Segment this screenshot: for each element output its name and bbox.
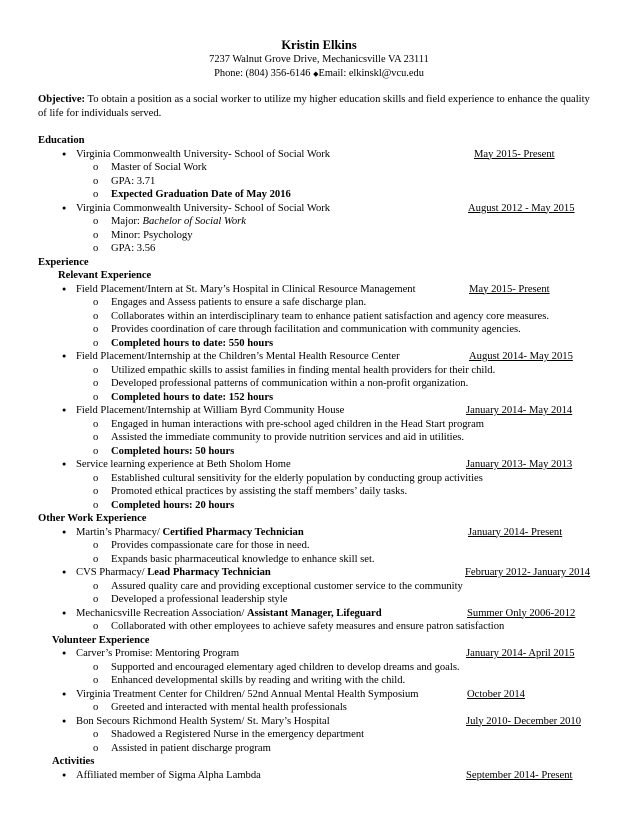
item-title <box>76 350 400 364</box>
volunteer-item <box>0 715 638 729</box>
item-title-part: Virginia Commonwealth University- School of Social Work <box>76 148 331 160</box>
circle-bullet-icon: o <box>93 162 99 173</box>
education-item <box>0 148 638 162</box>
circle-bullet-icon: o <box>93 540 99 551</box>
item-date: January 2014- Present <box>468 526 563 538</box>
circle-bullet-icon: o <box>93 472 99 484</box>
resume-header <box>0 38 638 81</box>
detail-text <box>111 701 347 715</box>
detail-text-part: Assisted the immediate community to provide nutrition services and aid in utilities. <box>111 432 465 443</box>
detail-item <box>0 175 638 189</box>
objective-text: To obtain a position as a social worker to utilize my higher education skills and field experience to enhance the quality of life for individuals served. <box>38 94 590 119</box>
item-date: January 2013- May 2013 <box>466 459 573 470</box>
item-date: May 2015- Present <box>474 148 555 160</box>
detail-item <box>0 620 638 634</box>
volunteer-item <box>0 688 638 702</box>
circle-bullet-icon: o <box>93 391 99 403</box>
objective-label: Objective: <box>38 94 86 105</box>
detail-text-part: Collaborated with other employees to achieve safety measures and ensure patron satisfaction <box>111 621 505 632</box>
detail-item <box>0 242 638 256</box>
detail-text-part: Completed hours to date: 152 hours <box>111 391 274 403</box>
detail-text <box>111 472 483 486</box>
detail-item <box>0 418 638 432</box>
item-title-part: CVS Pharmacy/ <box>76 567 148 578</box>
detail-text <box>111 161 207 175</box>
item-title-part: Martin’s Pharmacy/ <box>76 526 163 538</box>
item-date: October 2014 <box>467 688 525 700</box>
detail-text-part: Bachelor of Social Work <box>142 216 246 227</box>
bullet-icon: ● <box>62 770 67 779</box>
hours-item <box>0 445 638 459</box>
item-date: January 2014- April 2015 <box>466 648 575 659</box>
email: elkinskl@vcu.edu <box>348 67 424 79</box>
detail-text <box>111 310 549 324</box>
detail-item <box>0 188 638 202</box>
activity-item <box>0 769 638 783</box>
detail-text-part: Promoted ethical practices by assisting the staff members’ daily tasks. <box>111 486 408 497</box>
bullet-icon: ● <box>62 568 67 576</box>
detail-text <box>111 445 234 459</box>
detail-text <box>111 728 364 742</box>
item-title <box>76 283 416 297</box>
contact-line <box>0 67 638 82</box>
circle-bullet-icon: o <box>93 189 99 200</box>
detail-text <box>111 539 310 553</box>
resume-body <box>0 134 638 782</box>
section-activities: Activities <box>52 756 95 767</box>
detail-item <box>0 215 638 229</box>
hours-item <box>0 391 638 405</box>
circle-bullet-icon: o <box>93 337 99 349</box>
detail-text <box>111 553 375 567</box>
detail-text <box>111 431 464 445</box>
bullet-icon: ● <box>62 716 67 725</box>
detail-text <box>111 175 155 189</box>
item-title <box>76 607 382 621</box>
detail-text <box>111 674 405 688</box>
item-title <box>76 148 330 162</box>
detail-item <box>0 742 638 756</box>
bullet-icon: ● <box>62 460 67 468</box>
detail-item <box>0 296 638 310</box>
circle-bullet-icon: o <box>93 216 99 227</box>
experience-item <box>0 458 638 472</box>
bullet-icon: ● <box>62 149 67 158</box>
detail-text-part: Minor: Psychology <box>111 229 193 241</box>
item-date: July 2010- December 2010 <box>466 715 582 727</box>
detail-item <box>0 661 638 675</box>
detail-text <box>111 229 193 243</box>
detail-item <box>0 674 638 688</box>
detail-item <box>0 161 638 175</box>
detail-text <box>111 188 291 202</box>
education-item <box>0 202 638 216</box>
detail-text <box>111 337 273 351</box>
bullet-icon: ● <box>62 352 67 360</box>
circle-bullet-icon: o <box>93 499 99 511</box>
detail-text-part: Expected Graduation Date of May 2016 <box>111 189 291 200</box>
address: 7237 Walnut Grove Drive, Mechanicsville VA 23111 <box>209 54 429 65</box>
detail-text-part: Enhanced developmental skills by reading and writing with the child. <box>111 675 406 686</box>
circle-bullet-icon: o <box>93 661 99 673</box>
detail-item <box>0 728 638 742</box>
detail-text-part: Assured quality care and providing exceptional customer service to the community <box>111 580 463 592</box>
circle-bullet-icon: o <box>93 580 99 592</box>
item-title-part: Virginia Treatment Center for Children/ 52nd Annual Mental Health Symposium <box>76 688 419 700</box>
detail-text-part: Provides coordination of care through facilitation and communication with community agencies. <box>111 324 521 335</box>
section-relevant-experience: Relevant Experience <box>58 270 152 281</box>
detail-text-part: Established cultural sensitivity for the elderly population by conducting group activities <box>111 472 483 484</box>
circle-bullet-icon: o <box>93 229 99 241</box>
circle-bullet-icon: o <box>93 594 99 605</box>
item-title-part: Lead Pharmacy Technician <box>147 567 271 578</box>
bullet-icon: ● <box>62 406 67 414</box>
item-date: February 2012- January 2014 <box>465 567 591 578</box>
item-title <box>76 769 261 783</box>
detail-text <box>111 580 463 594</box>
detail-text <box>111 661 460 675</box>
detail-item <box>0 377 638 391</box>
circle-bullet-icon: o <box>93 418 99 430</box>
experience-item <box>0 283 638 297</box>
detail-text <box>111 742 271 756</box>
detail-text-part: Completed hours to date: 550 hours <box>111 337 274 349</box>
detail-item <box>0 431 638 445</box>
circle-bullet-icon: o <box>93 324 99 335</box>
bullet-icon: ● <box>62 649 67 657</box>
detail-text-part: Collaborates within an interdisciplinary team to enhance patient satisfaction and agency core measures. <box>111 310 550 322</box>
circle-bullet-icon: o <box>93 297 99 308</box>
detail-text-part: Completed hours: 50 hours <box>111 445 235 457</box>
detail-text-part: Provides compassionate care for those in need. <box>111 540 310 551</box>
bullet-icon: ● <box>62 284 67 293</box>
objective <box>38 93 600 120</box>
detail-item <box>0 310 638 324</box>
volunteer-item <box>0 647 638 661</box>
detail-text <box>111 418 484 432</box>
detail-text-part: Greeted and interacted with mental health professionals <box>111 702 347 713</box>
item-title <box>76 202 330 216</box>
item-date: January 2014- May 2014 <box>466 405 573 416</box>
bullet-icon: ● <box>62 527 67 536</box>
item-title-part: Field Placement/Internship at William Byrd Community House <box>76 405 345 416</box>
detail-text-part: Shadowed a Registered Nurse in the emergency department <box>111 729 365 740</box>
candidate-name: Kristin Elkins <box>281 38 357 52</box>
item-title <box>76 647 239 661</box>
detail-text <box>111 620 504 634</box>
circle-bullet-icon: o <box>93 310 99 322</box>
circle-bullet-icon: o <box>93 175 99 187</box>
detail-text-part: Supported and encouraged elementary aged children to develop dreams and goals. <box>111 661 460 673</box>
detail-text-part: Master of Social Work <box>111 162 207 173</box>
item-title-part: Certified Pharmacy Technician <box>162 526 304 538</box>
detail-text <box>111 296 366 310</box>
item-title-part: Field Placement/Intern at St. Mary’s Hospital in Clinical Resource Management <box>76 283 416 295</box>
detail-text <box>111 377 468 391</box>
detail-item <box>0 229 638 243</box>
hours-item <box>0 499 638 513</box>
circle-bullet-icon: o <box>93 364 99 376</box>
circle-bullet-icon: o <box>93 553 99 565</box>
work-item <box>0 607 638 621</box>
detail-item <box>0 580 638 594</box>
item-title-part: Field Placement/Internship at the Children’s Mental Health Resource Center <box>76 351 400 362</box>
detail-item <box>0 539 638 553</box>
bullet-icon: ● <box>62 608 67 617</box>
circle-bullet-icon: o <box>93 675 99 686</box>
detail-text-part: Assisted in patient discharge program <box>111 742 271 754</box>
item-title <box>76 458 291 472</box>
circle-bullet-icon: o <box>93 243 99 254</box>
section-other-work: Other Work Experience <box>38 513 147 524</box>
detail-text <box>111 499 234 513</box>
detail-text <box>111 323 521 337</box>
item-title-part: Virginia Commonwealth University- School of Social Work <box>76 202 331 214</box>
item-title-part: Bon Secours Richmond Health System/ St. Mary’s Hospital <box>76 715 330 727</box>
item-title-part: Affiliated member of Sigma Alpha Lambda <box>76 769 261 781</box>
bullet-icon: ● <box>62 203 67 212</box>
detail-text-part: Engages and Assess patients to ensure a safe discharge plan. <box>111 297 367 308</box>
item-title-part: Assistant Manager, Lifeguard <box>246 607 382 619</box>
item-date: September 2014- Present <box>466 769 573 781</box>
item-date: August 2014- May 2015 <box>469 351 573 362</box>
detail-item <box>0 323 638 337</box>
detail-text-part: Completed hours: 20 hours <box>111 499 235 511</box>
section-education: Education <box>38 135 85 146</box>
detail-item <box>0 472 638 486</box>
section-experience: Experience <box>38 256 89 268</box>
detail-text-part: Major: <box>111 216 143 227</box>
bullet-icon: ● <box>62 689 67 698</box>
experience-item <box>0 350 638 364</box>
item-title-part: Service learning experience at Beth Sholom Home <box>76 459 291 470</box>
detail-text-part: Developed professional patterns of communication within a non-profit organization. <box>111 378 469 389</box>
item-title <box>76 715 330 729</box>
detail-text-part: Developed a professional leadership style <box>111 594 288 605</box>
detail-text <box>111 391 273 405</box>
email-label: Email: <box>318 67 347 79</box>
circle-bullet-icon: o <box>93 742 99 754</box>
circle-bullet-icon: o <box>93 378 99 389</box>
circle-bullet-icon: o <box>93 729 99 740</box>
detail-text-part: Engaged in human interactions with pre-school aged children in the Head Start program <box>111 418 485 430</box>
detail-text <box>111 215 246 229</box>
item-title <box>76 526 304 540</box>
item-title <box>76 688 419 702</box>
detail-item <box>0 553 638 567</box>
circle-bullet-icon: o <box>93 445 99 457</box>
item-date: August 2012 - May 2015 <box>468 202 575 214</box>
diamond-icon: ◆ <box>313 69 319 78</box>
item-date: Summer Only 2006-2012 <box>467 607 576 619</box>
detail-item <box>0 364 638 378</box>
item-title-part: Mechanicsville Recreation Association/ <box>76 607 247 619</box>
circle-bullet-icon: o <box>93 621 99 632</box>
circle-bullet-icon: o <box>93 432 99 443</box>
detail-text <box>111 242 155 256</box>
detail-text <box>111 364 495 378</box>
hours-item <box>0 337 638 351</box>
experience-item <box>0 404 638 418</box>
detail-item <box>0 485 638 499</box>
item-title-part: Carver’s Promise: Mentoring Program <box>76 648 240 659</box>
detail-text-part: Expands basic pharmaceutical knowledge to enhance skill set. <box>111 553 375 565</box>
detail-text <box>111 593 288 607</box>
detail-item <box>0 701 638 715</box>
phone: Phone: (804) 356-6146 <box>214 67 311 79</box>
detail-item <box>0 593 638 607</box>
detail-text <box>111 485 407 499</box>
section-volunteer: Volunteer Experience <box>52 634 150 646</box>
detail-text-part: Utilized empathic skills to assist families in finding mental health providers for their child. <box>111 364 496 376</box>
circle-bullet-icon: o <box>93 702 99 713</box>
detail-text-part: GPA: 3.56 <box>111 243 156 254</box>
work-item <box>0 566 638 580</box>
detail-text-part: GPA: 3.71 <box>111 175 156 187</box>
item-title <box>76 566 271 580</box>
item-date: May 2015- Present <box>469 283 550 295</box>
work-item <box>0 526 638 540</box>
circle-bullet-icon: o <box>93 486 99 497</box>
item-title <box>76 404 344 418</box>
